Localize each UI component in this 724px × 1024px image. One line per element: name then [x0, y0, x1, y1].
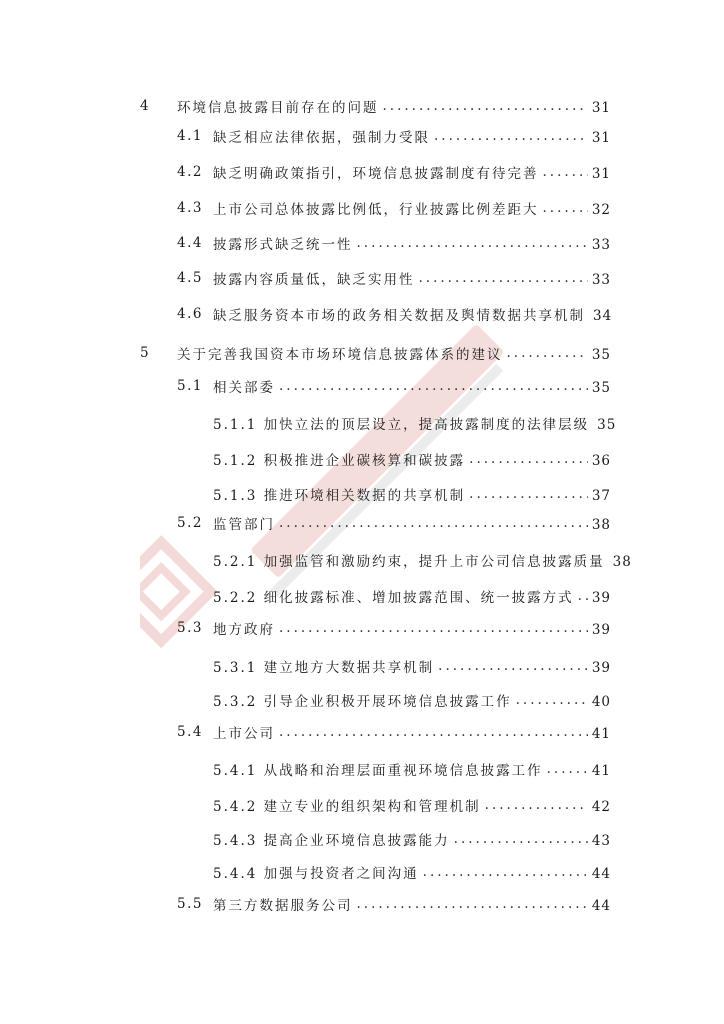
toc-entry-title: 上市公司总体披露比例低，行业披露比例差距大 [213, 202, 539, 218]
toc-entry[interactable] [177, 722, 611, 742]
toc-entry-page: 33 [591, 272, 611, 288]
toc-entry-page: 42 [591, 799, 611, 815]
toc-entry-page: 34 [593, 308, 613, 324]
toc-entry-number: 4.4 [177, 235, 203, 251]
toc-entry-number: 4.2 [177, 164, 203, 180]
toc-entry-page: 31 [591, 130, 611, 146]
toc-entry-page: 39 [591, 590, 611, 606]
toc-entry[interactable] [213, 586, 611, 606]
toc-entry-page: 38 [591, 517, 611, 533]
dot-leader [279, 722, 588, 742]
dot-leader [279, 376, 588, 396]
toc-entry-page: 38 [612, 554, 632, 570]
toc-entry-title: 相关部委 [213, 380, 275, 396]
toc-entry-title: 第三方数据服务公司 [213, 898, 353, 914]
toc-entry[interactable] [177, 268, 611, 288]
toc-entry-page: 37 [591, 488, 611, 504]
toc-entry-title: 5.2.2 细化披露标准、增加披露范围、统一披露方式 [213, 590, 574, 606]
toc-entry-title: 5.4.1 从战略和治理层面重视环境信息披露工作 [213, 763, 543, 779]
toc-entry[interactable] [177, 513, 611, 533]
dot-leader [485, 795, 588, 815]
toc-entry[interactable] [213, 656, 611, 676]
dot-leader [507, 343, 588, 363]
dot-leader [578, 586, 588, 606]
toc-entry-title: 披露内容质量低，缺乏实用性 [213, 272, 415, 288]
dot-leader [543, 162, 588, 182]
toc-entry-number: 5.3 [177, 620, 203, 636]
dot-leader [469, 449, 588, 469]
toc-entry-title: 5.1.3 推进环境相关数据的共享机制 [213, 488, 466, 504]
toc-entry[interactable] [213, 690, 611, 710]
toc-entry-title: 5.4.4 加强与投资者之间沟通 [213, 866, 419, 882]
dot-leader [279, 513, 588, 533]
toc-entry-number: 5.2 [177, 515, 203, 531]
toc-entry-title: 5.3.1 建立地方大数据共享机制 [213, 660, 435, 676]
toc-entry[interactable] [177, 126, 611, 146]
dot-leader [423, 862, 588, 882]
toc-entry-page: 43 [591, 833, 611, 849]
toc-entry[interactable] [177, 198, 611, 218]
toc-entry-title: 5.2.1 加强监管和激励约束，提升上市公司信息披露质量 [213, 554, 605, 570]
toc-entry-page: 32 [591, 202, 611, 218]
toc-entry[interactable] [177, 304, 613, 324]
toc-entry-title: 监管部门 [213, 517, 275, 533]
dot-leader [434, 126, 588, 146]
toc-entry-page: 40 [591, 694, 611, 710]
toc-entry-title: 5.1.2 积极推进企业碳核算和碳披露 [213, 453, 466, 469]
toc-entry-title: 缺乏明确政策指引，环境信息披露制度有待完善 [213, 166, 539, 182]
dot-leader [357, 894, 588, 914]
toc-entry-page: 35 [597, 417, 617, 433]
toc-entry[interactable] [140, 96, 611, 116]
toc-entry-page: 35 [591, 347, 611, 363]
toc-entry[interactable] [213, 550, 632, 570]
toc-entry-title: 缺乏相应法律依据，强制力受限 [213, 130, 430, 146]
toc-entry[interactable] [177, 618, 611, 638]
toc-entry[interactable] [213, 795, 611, 815]
dot-leader [543, 198, 588, 218]
toc-entry-number: 4.1 [177, 128, 203, 144]
toc-entry-number: 4.6 [177, 306, 203, 322]
toc-entry-page: 39 [591, 622, 611, 638]
toc-entry-page: 35 [591, 380, 611, 396]
toc-entry[interactable] [213, 759, 611, 779]
toc-entry-page: 33 [591, 237, 611, 253]
dot-leader [454, 829, 588, 849]
dot-leader [547, 759, 588, 779]
toc-entry-title: 5.4.3 提高企业环境信息披露能力 [213, 833, 450, 849]
toc-entry-title: 上市公司 [213, 726, 275, 742]
toc-entry[interactable] [177, 233, 611, 253]
toc-entry[interactable] [213, 829, 611, 849]
toc-entry-page: 44 [591, 898, 611, 914]
dot-leader [357, 233, 588, 253]
toc-entry-number: 5.4 [177, 724, 203, 740]
dot-leader [469, 484, 588, 504]
toc-entry[interactable] [213, 862, 611, 882]
toc-entry[interactable] [177, 376, 611, 396]
toc-entry-title: 5.1.1 加快立法的顶层设立，提高披露制度的法律层级 [213, 417, 590, 433]
toc-entry-page: 41 [591, 763, 611, 779]
dot-leader [516, 690, 588, 710]
toc-entry[interactable] [213, 484, 611, 504]
toc-entry-title: 地方政府 [213, 622, 275, 638]
toc-entry-number: 4.3 [177, 200, 203, 216]
toc-entry-title: 环境信息披露目前存在的问题 [177, 100, 379, 116]
toc-entry-number: 4.5 [177, 270, 203, 286]
toc-entry-number: 5.1 [177, 378, 203, 394]
toc-entry-title: 缺乏服务资本市场的政务相关数据及舆情数据共享机制 [213, 308, 585, 324]
dot-leader [438, 656, 588, 676]
toc-entry-page: 31 [591, 100, 611, 116]
toc-entry-number: 5 [140, 345, 151, 361]
toc-entry-number: 4 [140, 98, 151, 114]
toc-entry[interactable] [177, 162, 611, 182]
toc-entry-page: 39 [591, 660, 611, 676]
toc-entry-title: 5.4.2 建立专业的组织架构和管理机制 [213, 799, 481, 815]
toc-entry-title: 披露形式缺乏统一性 [213, 237, 353, 253]
toc-entry-page: 36 [591, 453, 611, 469]
dot-leader [383, 96, 588, 116]
dot-leader [419, 268, 588, 288]
toc-entry-title: 5.3.2 引导企业积极开展环境信息披露工作 [213, 694, 512, 710]
toc-entry[interactable] [140, 343, 611, 363]
toc-entry[interactable] [177, 894, 611, 914]
toc-entry[interactable] [213, 449, 611, 469]
toc-entry-page: 44 [591, 866, 611, 882]
dot-leader [279, 618, 588, 638]
toc-entry[interactable] [213, 413, 617, 433]
toc-entry-page: 41 [591, 726, 611, 742]
toc-entry-number: 5.5 [177, 896, 203, 912]
toc-entry-page: 31 [591, 166, 611, 182]
toc-entry-title: 关于完善我国资本市场环境信息披露体系的建议 [177, 347, 503, 363]
